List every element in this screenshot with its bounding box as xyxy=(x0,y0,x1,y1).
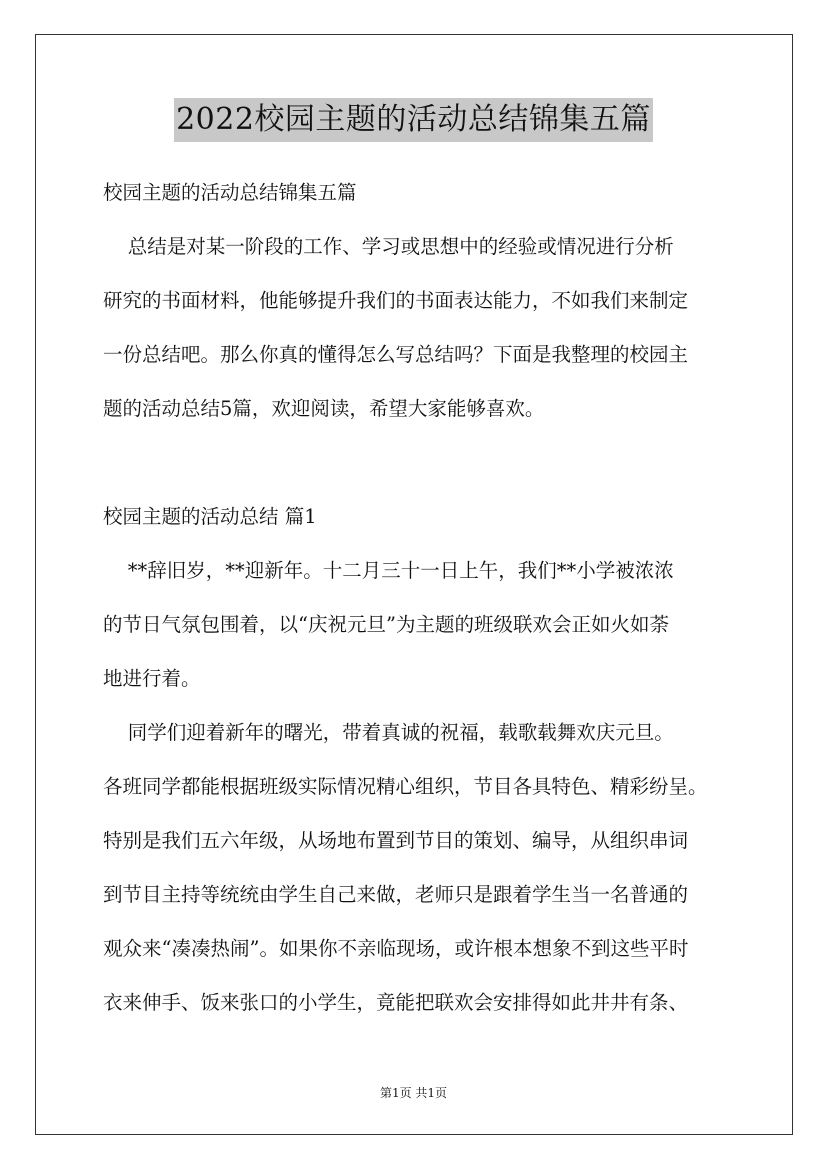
document-subtitle: 校园主题的活动总结锦集五篇 xyxy=(103,181,357,204)
paragraph-line: 特别是我们五六年级，从场地布置到节目的策划、编导，从组织串词 xyxy=(103,829,689,852)
paragraph-line: 同学们迎着新年的曙光，带着真诚的祝福，载歌载舞欢庆元旦。 xyxy=(103,721,674,744)
paragraph-line: **辞旧岁，**迎新年。十二月三十一日上午，我们**小学被浓浓 xyxy=(103,559,674,582)
page-footer: 第1页 共1页 xyxy=(379,1086,448,1100)
title-container xyxy=(0,98,827,142)
document-title: 2022校园主题的活动总结锦集五篇 xyxy=(174,98,653,142)
paragraph-line: 各班同学都能根据班级实际情况精心组织，节目各具特色、精彩纷呈。 xyxy=(103,775,708,798)
intro-line: 题的活动总结5篇，欢迎阅读，希望大家能够喜欢。 xyxy=(103,397,545,420)
paragraph-line: 衣来伸手、饭来张口的小学生，竟能把联欢会安排得如此井井有条、 xyxy=(103,991,689,1014)
intro-line: 总结是对某一阶段的工作、学习或思想中的经验或情况进行分析 xyxy=(103,235,674,258)
intro-line: 研究的书面材料，他能够提升我们的书面表达能力，不如我们来制定 xyxy=(103,289,689,312)
paragraph-line: 到节目主持等统统由学生自己来做，老师只是跟着学生当一名普通的 xyxy=(103,883,689,906)
intro-line: 一份总结吧。那么你真的懂得怎么写总结吗？下面是我整理的校园主 xyxy=(103,343,689,366)
paragraph-line: 观众来“凑凑热闹”。如果你不亲临现场，或许根本想象不到这些平时 xyxy=(103,937,689,960)
section-heading: 校园主题的活动总结 篇1 xyxy=(103,505,317,528)
paragraph-line: 地进行着。 xyxy=(103,667,201,690)
paragraph-line: 的节日气氛包围着，以“庆祝元旦”为主题的班级联欢会正如火如荼 xyxy=(103,613,669,636)
